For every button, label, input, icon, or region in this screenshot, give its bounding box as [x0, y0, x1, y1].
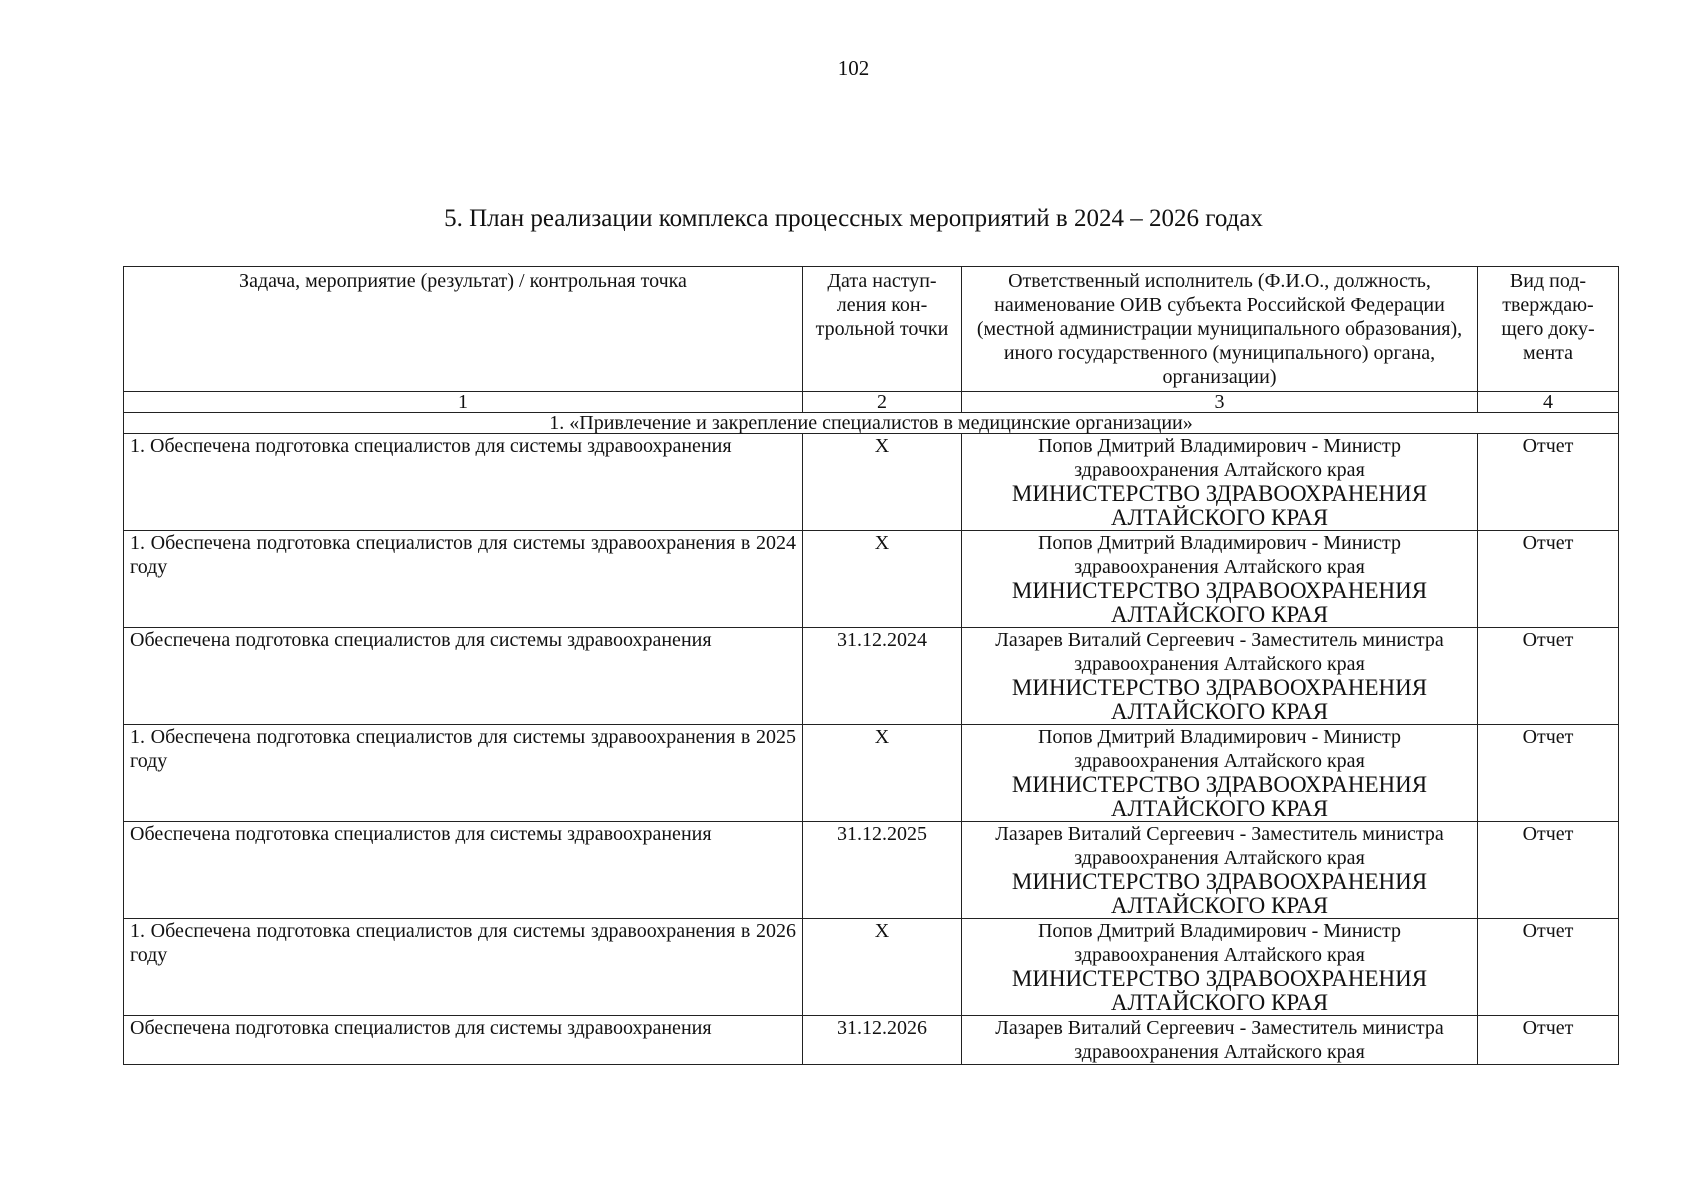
header-document: Вид под-тверждаю-щего доку-мента	[1478, 267, 1619, 392]
document-cell: Отчет	[1478, 919, 1619, 1016]
document-cell: Отчет	[1478, 628, 1619, 725]
table-row	[124, 822, 1619, 919]
document-cell: Отчет	[1478, 531, 1619, 628]
document-cell: Отчет	[1478, 725, 1619, 822]
responsible-organization: МИНИСТЕРСТВО ЗДРАВООХРАНЕНИЯ АЛТАЙСКОГО КРАЯ	[1011, 481, 1428, 530]
responsible-person: Лазарев Виталий Сергеевич - Заместитель министра здравоохранения Алтайского края	[995, 1017, 1444, 1063]
responsible-organization: МИНИСТЕРСТВО ЗДРАВООХРАНЕНИЯ АЛТАЙСКОГО КРАЯ	[1011, 966, 1428, 1015]
responsible-person: Лазарев Виталий Сергеевич - Заместитель министра здравоохранения Алтайского края	[995, 629, 1444, 675]
responsible-cell	[962, 531, 1478, 628]
responsible-organization: МИНИСТЕРСТВО ЗДРАВООХРАНЕНИЯ АЛТАЙСКОГО КРАЯ	[1011, 578, 1428, 627]
column-number: 1	[124, 392, 803, 413]
responsible-cell	[962, 434, 1478, 531]
task-cell: 1. Обеспечена подготовка специалистов для системы здравоохранения в 2025 году	[124, 725, 803, 822]
task-cell: 1. Обеспечена подготовка специалистов для системы здравоохранения в 2026 году	[124, 919, 803, 1016]
header-row	[124, 267, 1619, 392]
table-row	[124, 919, 1619, 1016]
section-row	[124, 413, 1619, 434]
header-responsible: Ответственный исполнитель (Ф.И.О., должность, наименование ОИВ субъекта Российской Федерации (местной администрации муниципального образования), иного государственного (муниципального) органа, организации)	[962, 267, 1478, 392]
document-cell: Отчет	[1478, 434, 1619, 531]
responsible-person: Попов Дмитрий Владимирович - Министр здравоохранения Алтайского края	[1037, 920, 1402, 966]
date-cell: X	[803, 434, 962, 531]
header-task: Задача, мероприятие (результат) / контрольная точка	[124, 267, 803, 392]
table-row	[124, 1016, 1619, 1065]
responsible-organization: МИНИСТЕРСТВО ЗДРАВООХРАНЕНИЯ АЛТАЙСКОГО КРАЯ	[1011, 869, 1428, 918]
responsible-cell	[962, 1016, 1478, 1065]
table-row	[124, 725, 1619, 822]
task-cell: Обеспечена подготовка специалистов для системы здравоохранения	[124, 628, 803, 725]
page-title: 5. План реализации комплекса процессных мероприятий в 2024 – 2026 годах	[444, 205, 1263, 232]
responsible-cell	[962, 822, 1478, 919]
date-cell: X	[803, 725, 962, 822]
date-cell: 31.12.2024	[803, 628, 962, 725]
column-number: 3	[962, 392, 1478, 413]
table-row	[124, 434, 1619, 531]
responsible-organization: МИНИСТЕРСТВО ЗДРАВООХРАНЕНИЯ АЛТАЙСКОГО КРАЯ	[1011, 772, 1428, 821]
responsible-cell	[962, 628, 1478, 725]
date-cell: 31.12.2025	[803, 822, 962, 919]
task-cell: 1. Обеспечена подготовка специалистов для системы здравоохранения	[124, 434, 803, 531]
date-cell: X	[803, 919, 962, 1016]
task-cell: 1. Обеспечена подготовка специалистов для системы здравоохранения в 2024 году	[124, 531, 803, 628]
date-cell: X	[803, 531, 962, 628]
responsible-person: Попов Дмитрий Владимирович - Министр здравоохранения Алтайского края	[1037, 726, 1402, 772]
table-row	[124, 531, 1619, 628]
table-row	[124, 628, 1619, 725]
section-title: 1. «Привлечение и закрепление специалистов в медицинские организации»	[124, 413, 1619, 434]
page-number: 102	[837, 56, 870, 80]
column-number: 4	[1478, 392, 1619, 413]
task-cell: Обеспечена подготовка специалистов для системы здравоохранения	[124, 1016, 803, 1065]
column-number-row	[124, 392, 1619, 413]
responsible-cell	[962, 919, 1478, 1016]
date-cell: 31.12.2026	[803, 1016, 962, 1065]
responsible-person: Попов Дмитрий Владимирович - Министр здравоохранения Алтайского края	[1037, 532, 1402, 578]
document-cell: Отчет	[1478, 822, 1619, 919]
responsible-person: Лазарев Виталий Сергеевич - Заместитель министра здравоохранения Алтайского края	[995, 823, 1444, 869]
plan-table	[123, 266, 1619, 1065]
document-cell: Отчет	[1478, 1016, 1619, 1065]
column-number: 2	[803, 392, 962, 413]
task-cell: Обеспечена подготовка специалистов для системы здравоохранения	[124, 822, 803, 919]
responsible-organization: МИНИСТЕРСТВО ЗДРАВООХРАНЕНИЯ АЛТАЙСКОГО КРАЯ	[1011, 675, 1428, 724]
responsible-person: Попов Дмитрий Владимирович - Министр здравоохранения Алтайского края	[1037, 435, 1402, 481]
header-date: Дата наступ-ления кон-трольной точки	[803, 267, 962, 392]
responsible-cell	[962, 725, 1478, 822]
